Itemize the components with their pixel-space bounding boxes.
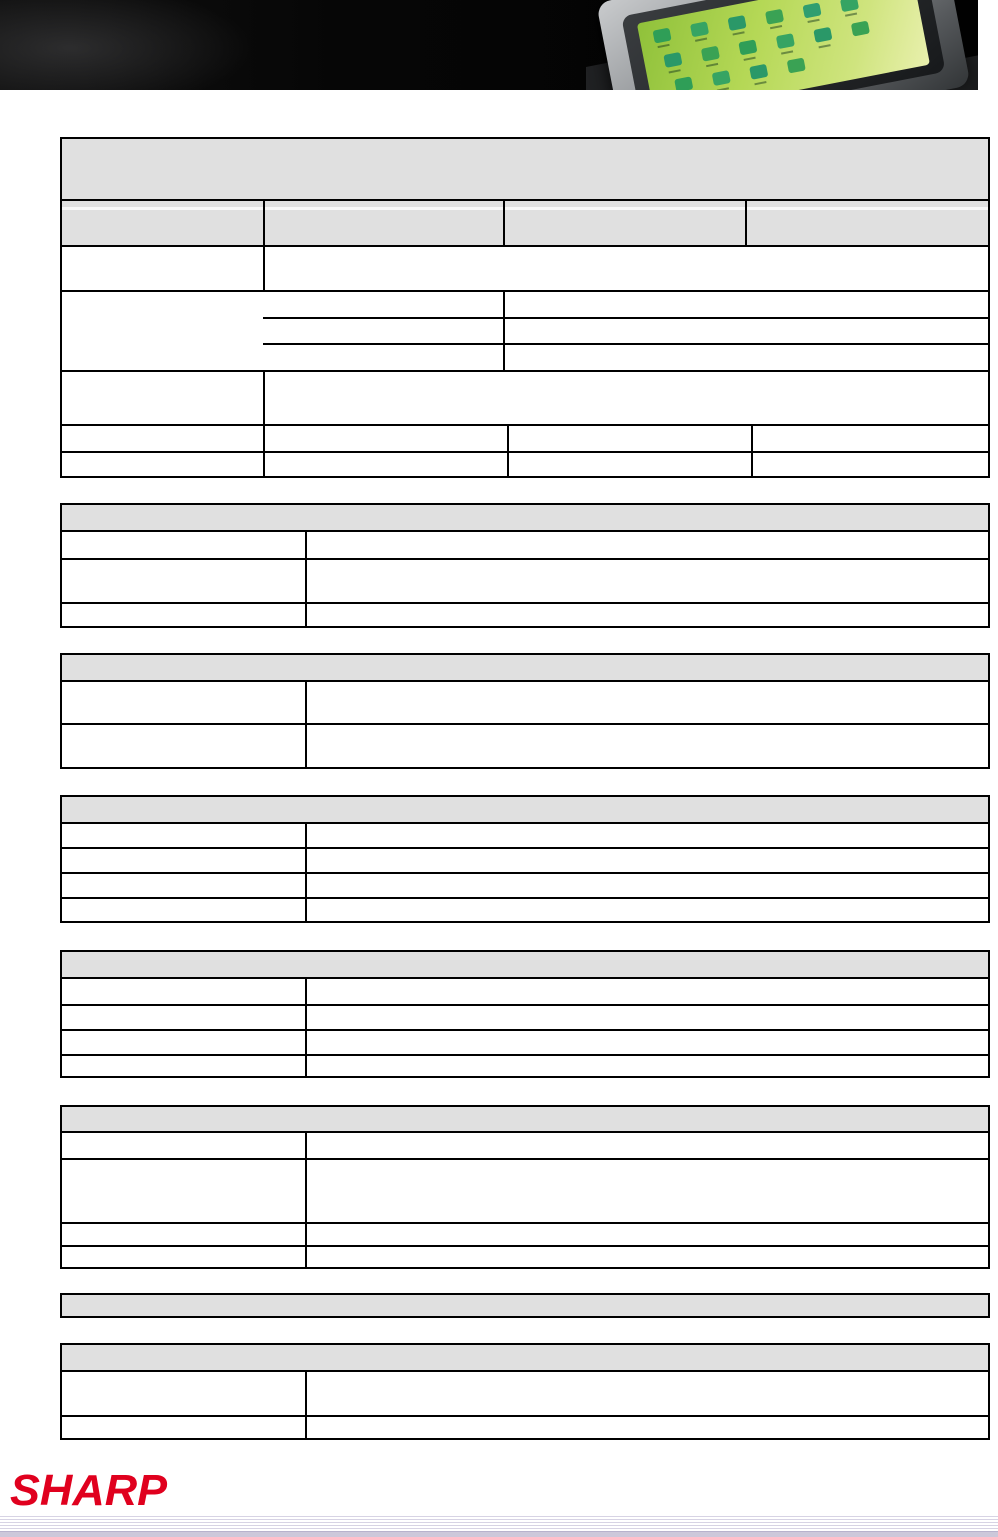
row-label-cell bbox=[62, 1224, 305, 1245]
row-label-cell bbox=[62, 899, 305, 921]
table-row bbox=[62, 1004, 988, 1029]
row-label-cell bbox=[62, 1417, 305, 1438]
row-label-cell bbox=[62, 849, 305, 872]
table-cell bbox=[503, 345, 988, 370]
table-row bbox=[62, 680, 988, 723]
row-label-cell bbox=[62, 292, 263, 370]
column-header-cell bbox=[263, 201, 503, 245]
column-header-cell bbox=[62, 201, 263, 245]
table-row bbox=[62, 872, 988, 897]
table-title-row bbox=[62, 952, 988, 977]
table-cell bbox=[751, 453, 988, 476]
table-cell bbox=[263, 453, 507, 476]
table-cell bbox=[263, 247, 988, 290]
row-label-cell bbox=[62, 1133, 305, 1158]
row-label-cell bbox=[62, 453, 263, 476]
table-row bbox=[62, 530, 988, 558]
sharp-logo: SHARP bbox=[10, 1466, 168, 1515]
table-cell bbox=[305, 1160, 988, 1222]
table-row-group bbox=[62, 290, 988, 370]
row-label-cell bbox=[62, 1056, 305, 1076]
table-cell bbox=[305, 1224, 988, 1245]
table-cell bbox=[305, 1133, 988, 1158]
copier-touchscreen-photo bbox=[586, 0, 978, 90]
row-label-cell bbox=[62, 725, 305, 767]
table-cell bbox=[263, 292, 503, 317]
row-label-cell bbox=[62, 682, 305, 723]
spec-table-4 bbox=[60, 795, 990, 923]
row-label-cell bbox=[62, 1006, 305, 1029]
screen-app-icons bbox=[652, 28, 671, 44]
table-row bbox=[62, 1158, 988, 1222]
table-sub-row bbox=[263, 317, 988, 344]
screen-icon-labels bbox=[658, 44, 670, 48]
table-cell bbox=[305, 682, 988, 723]
table-cell bbox=[305, 604, 988, 626]
table-cell bbox=[305, 979, 988, 1004]
row-label-cell bbox=[62, 426, 263, 451]
table-cell bbox=[305, 560, 988, 602]
spec-table-main bbox=[60, 137, 990, 478]
table-sub-row bbox=[263, 292, 988, 317]
row-label-cell bbox=[62, 979, 305, 1004]
table-cell bbox=[305, 1417, 988, 1438]
table-cell bbox=[305, 1372, 988, 1415]
table-row bbox=[62, 723, 988, 767]
spec-table-7-title-bar bbox=[60, 1293, 990, 1318]
table-cell bbox=[305, 532, 988, 558]
control-panel bbox=[591, 0, 977, 90]
table-cell bbox=[263, 319, 503, 344]
table-title-cell bbox=[62, 1345, 988, 1370]
table-title-cell bbox=[62, 505, 988, 530]
sub-rows bbox=[263, 292, 988, 370]
table-title-cell bbox=[62, 139, 988, 199]
row-label-cell bbox=[62, 1372, 305, 1415]
top-banner bbox=[0, 0, 978, 90]
table-cell bbox=[305, 824, 988, 847]
spec-table-2 bbox=[60, 503, 990, 628]
row-label-cell bbox=[62, 247, 263, 290]
table-title-row bbox=[62, 1107, 988, 1131]
column-header-cell bbox=[503, 201, 745, 245]
table-row bbox=[62, 822, 988, 847]
table-title-row bbox=[62, 655, 988, 680]
footer-band bbox=[0, 1531, 998, 1537]
table-row bbox=[62, 424, 988, 451]
table-cell bbox=[305, 849, 988, 872]
table-cell bbox=[263, 372, 988, 424]
table-title-cell bbox=[62, 797, 988, 822]
table-cell bbox=[263, 426, 507, 451]
table-title-cell bbox=[62, 1107, 988, 1131]
table-title-row bbox=[62, 139, 988, 199]
table-cell bbox=[263, 345, 503, 370]
table-cell bbox=[507, 453, 751, 476]
table-cell bbox=[305, 1031, 988, 1054]
table-cell bbox=[751, 426, 988, 451]
table-row bbox=[62, 977, 988, 1004]
table-cell bbox=[305, 1247, 988, 1267]
table-row bbox=[62, 602, 988, 626]
table-row bbox=[62, 1415, 988, 1438]
table-cell bbox=[503, 319, 988, 344]
table-title-row bbox=[62, 1345, 988, 1370]
table-row bbox=[62, 245, 988, 290]
row-label-cell bbox=[62, 1160, 305, 1222]
spec-table-6 bbox=[60, 1105, 990, 1269]
table-row bbox=[62, 451, 988, 476]
table-cell bbox=[305, 1006, 988, 1029]
table-row bbox=[62, 847, 988, 872]
table-row bbox=[62, 1370, 988, 1415]
table-row bbox=[62, 1131, 988, 1158]
footer-stripes bbox=[0, 1516, 998, 1531]
table-title-row bbox=[62, 797, 988, 822]
table-sub-row bbox=[263, 343, 988, 370]
table-title-row bbox=[62, 505, 988, 530]
row-label-cell bbox=[62, 824, 305, 847]
row-label-cell bbox=[62, 604, 305, 626]
spec-table-3 bbox=[60, 653, 990, 769]
row-label-cell bbox=[62, 874, 305, 897]
table-title-cell bbox=[62, 952, 988, 977]
table-row bbox=[62, 558, 988, 602]
row-label-cell bbox=[62, 532, 305, 558]
column-header-cell bbox=[745, 201, 988, 245]
row-label-cell bbox=[62, 1031, 305, 1054]
table-row bbox=[62, 897, 988, 921]
row-label-cell bbox=[62, 560, 305, 602]
row-label-cell bbox=[62, 372, 263, 424]
table-row bbox=[62, 1222, 988, 1245]
table-cell bbox=[305, 1056, 988, 1076]
spec-table-5 bbox=[60, 950, 990, 1078]
table-row bbox=[62, 370, 988, 424]
table-cell bbox=[305, 725, 988, 767]
table-row bbox=[62, 1245, 988, 1267]
table-cell bbox=[305, 899, 988, 921]
table-title-cell bbox=[62, 655, 988, 680]
table-row bbox=[62, 1029, 988, 1054]
spec-table-8 bbox=[60, 1343, 990, 1440]
column-header-row bbox=[62, 199, 988, 245]
table-row bbox=[62, 1054, 988, 1076]
table-cell bbox=[305, 874, 988, 897]
table-cell bbox=[507, 426, 751, 451]
table-cell bbox=[503, 292, 988, 317]
row-label-cell bbox=[62, 1247, 305, 1267]
